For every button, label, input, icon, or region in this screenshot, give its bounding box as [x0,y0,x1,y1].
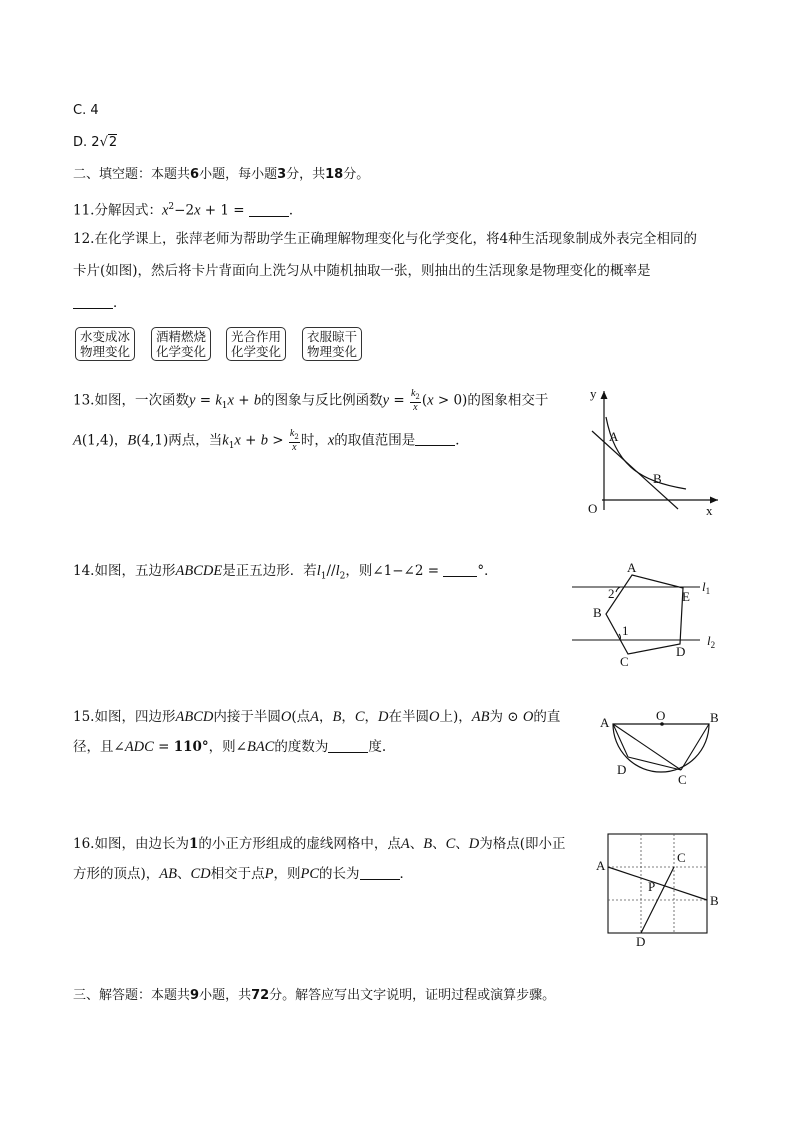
option-d: D. 2√2 [73,135,118,150]
section3-heading: 三、解答题：本题共9小题，共72分。解答应写出文字说明，证明过程或演算步骤。 [73,988,556,1003]
label-x: x [706,503,713,518]
label-b: B [710,710,719,725]
label-l2: $l_2$ [707,633,716,650]
label-point-b: B [653,471,662,486]
inverse-function-curve [606,417,686,489]
label-o: O [656,708,666,723]
question-13-line2: A(1,4)，B(4,1)两点，当$k_1x + b$ > $\frac{k_2}{x}$ 时，x的取值范围是 ． [73,428,469,453]
question-12-line2: 卡片(如图)，然后将卡片背面向上洗匀从中随机抽取一张，则抽出的生活现象是物理变化的概率是 [73,263,651,279]
figure-13-graph [582,385,722,525]
answer-blank [249,202,289,217]
label-angle-1: 1 [622,623,629,638]
answer-blank [415,431,455,446]
label-y: y [590,386,597,401]
question-16-line1: 16.如图，由边长为1的小正方形组成的虚线网格中，点A、B、C、D为格点(即小正 [73,836,566,852]
figure-16-grid [594,828,724,950]
question-12-blank-line: ． [73,293,127,313]
label-point-a: A [609,429,619,444]
card-alcohol-burning: 酒精燃烧 化学变化 [151,327,211,361]
label-d: D [636,934,646,949]
label-angle-2: 2 [608,586,615,601]
label-c: C [678,772,687,787]
question-14: 14.如图，五边形ABCDE是正五边形．若$l_1//l_2$，则∠1−∠2 = °． [73,563,498,582]
label-p: P [648,879,656,894]
side-dc [628,757,681,770]
answer-blank [328,738,368,753]
figure-15-semicircle [596,708,726,790]
label-b: B [593,605,602,620]
question-13-line1: 13.如图，一次函数$y = k_1x + b$的图象与反比例函数y = $\frac{k_2}{x}$ (x > 0)的图象相交于 [73,388,549,413]
answer-blank [443,562,477,577]
question-16-line2: 方形的顶点)，AB、CD相交于点P，则PC的长为 ． [73,866,414,882]
question-12-line1: 12.在化学课上，张萍老师为帮助学生正确理解物理变化与化学变化，将4种生活现象制成外表完全相同的 [73,231,698,247]
question-15-line1: 15.如图，四边形ABCD内接于半圆O(点A，B，C，D在半圆O上)，AB为 ⊙ O的直 [73,709,561,725]
option-c: C. 4 [73,103,99,118]
label-l1: $l_1$ [702,579,711,596]
label-b: B [710,893,719,908]
answer-blank [73,294,113,309]
segment-ab [608,867,707,900]
card-photosynthesis: 光合作用 化学变化 [226,327,286,361]
label-e: E [682,589,690,604]
label-a: A [600,715,610,730]
label-d: D [617,762,627,777]
label-a: A [596,858,606,873]
label-origin: O [588,501,598,516]
label-c: C [677,850,686,865]
question-15-line2: 径，且∠ADC = 110°，则∠BAC的度数为 度. [73,739,387,755]
side-cb [681,724,709,770]
card-clothes-drying: 衣服晾干 物理变化 [302,327,362,361]
label-c: C [620,654,629,669]
y-axis-arrow [601,391,608,399]
answer-blank [360,865,400,880]
label-a: A [627,560,637,575]
label-d: D [676,644,686,659]
figure-14-pentagon [566,556,726,671]
question-11: 11.分解因式：$x^2-2x + 1$ = ． [73,202,303,219]
section2-heading: 二、填空题：本题共6小题，每小题3分，共18分。 [73,167,370,182]
angle-2-arc [616,587,620,592]
card-water-to-ice: 水变成冰 物理变化 [75,327,135,361]
